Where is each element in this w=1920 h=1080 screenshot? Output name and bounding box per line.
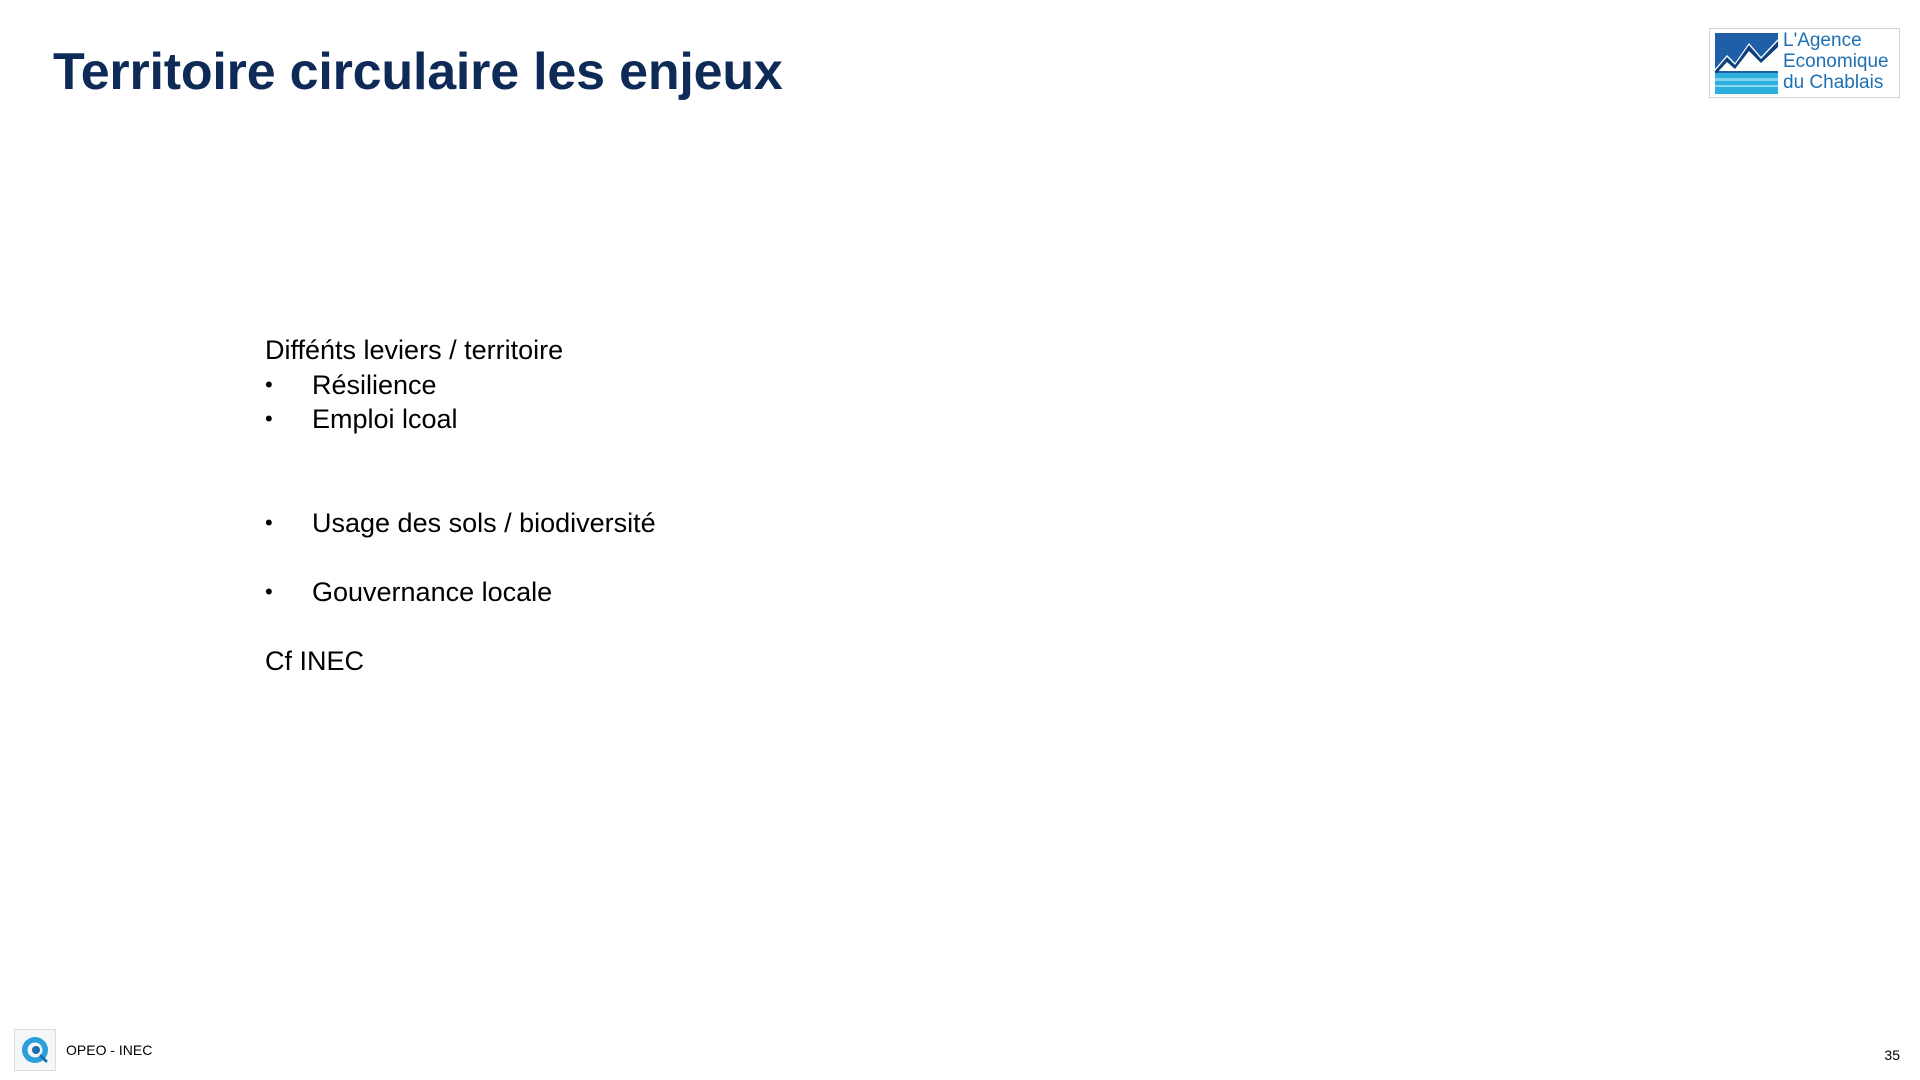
body-closing: Cf INEC (265, 645, 365, 676)
spacer (265, 609, 1165, 644)
slide-body (265, 333, 1165, 678)
agency-logo (1709, 28, 1900, 98)
bullet-text: Résilience (312, 369, 437, 400)
slide-title: Territoire circulaire les enjeux (53, 43, 783, 101)
bullet-text: Usage des sols / biodiversité (312, 507, 656, 538)
opeo-logo-icon (15, 1030, 55, 1070)
bullet-item (265, 368, 1165, 403)
agency-logo-text (1783, 30, 1889, 93)
page-number: 35 (1884, 1047, 1900, 1063)
bullet-marker: • (265, 406, 273, 431)
logo-line: Economique (1783, 51, 1889, 72)
opeo-logo (14, 1029, 56, 1071)
bullet-text: Gouvernance locale (312, 576, 553, 607)
logo-line: L'Agence (1783, 30, 1862, 51)
logo-line: du Chablais (1783, 72, 1884, 93)
footer-label: OPEO - INEC (66, 1042, 153, 1058)
bullet-item (265, 506, 1165, 541)
bullet-marker: • (265, 371, 273, 397)
bullet-item (265, 575, 1165, 610)
bullet-item (265, 402, 1165, 437)
spacer (265, 437, 1165, 506)
bullet-marker: • (265, 509, 273, 535)
spacer (265, 540, 1165, 575)
mountain-lake-logo-icon (1715, 33, 1778, 94)
body-intro: Difféńts leviers / territoire (265, 335, 564, 365)
bullet-text: Emploi lcoal (312, 404, 458, 434)
bullet-marker: • (265, 578, 273, 604)
